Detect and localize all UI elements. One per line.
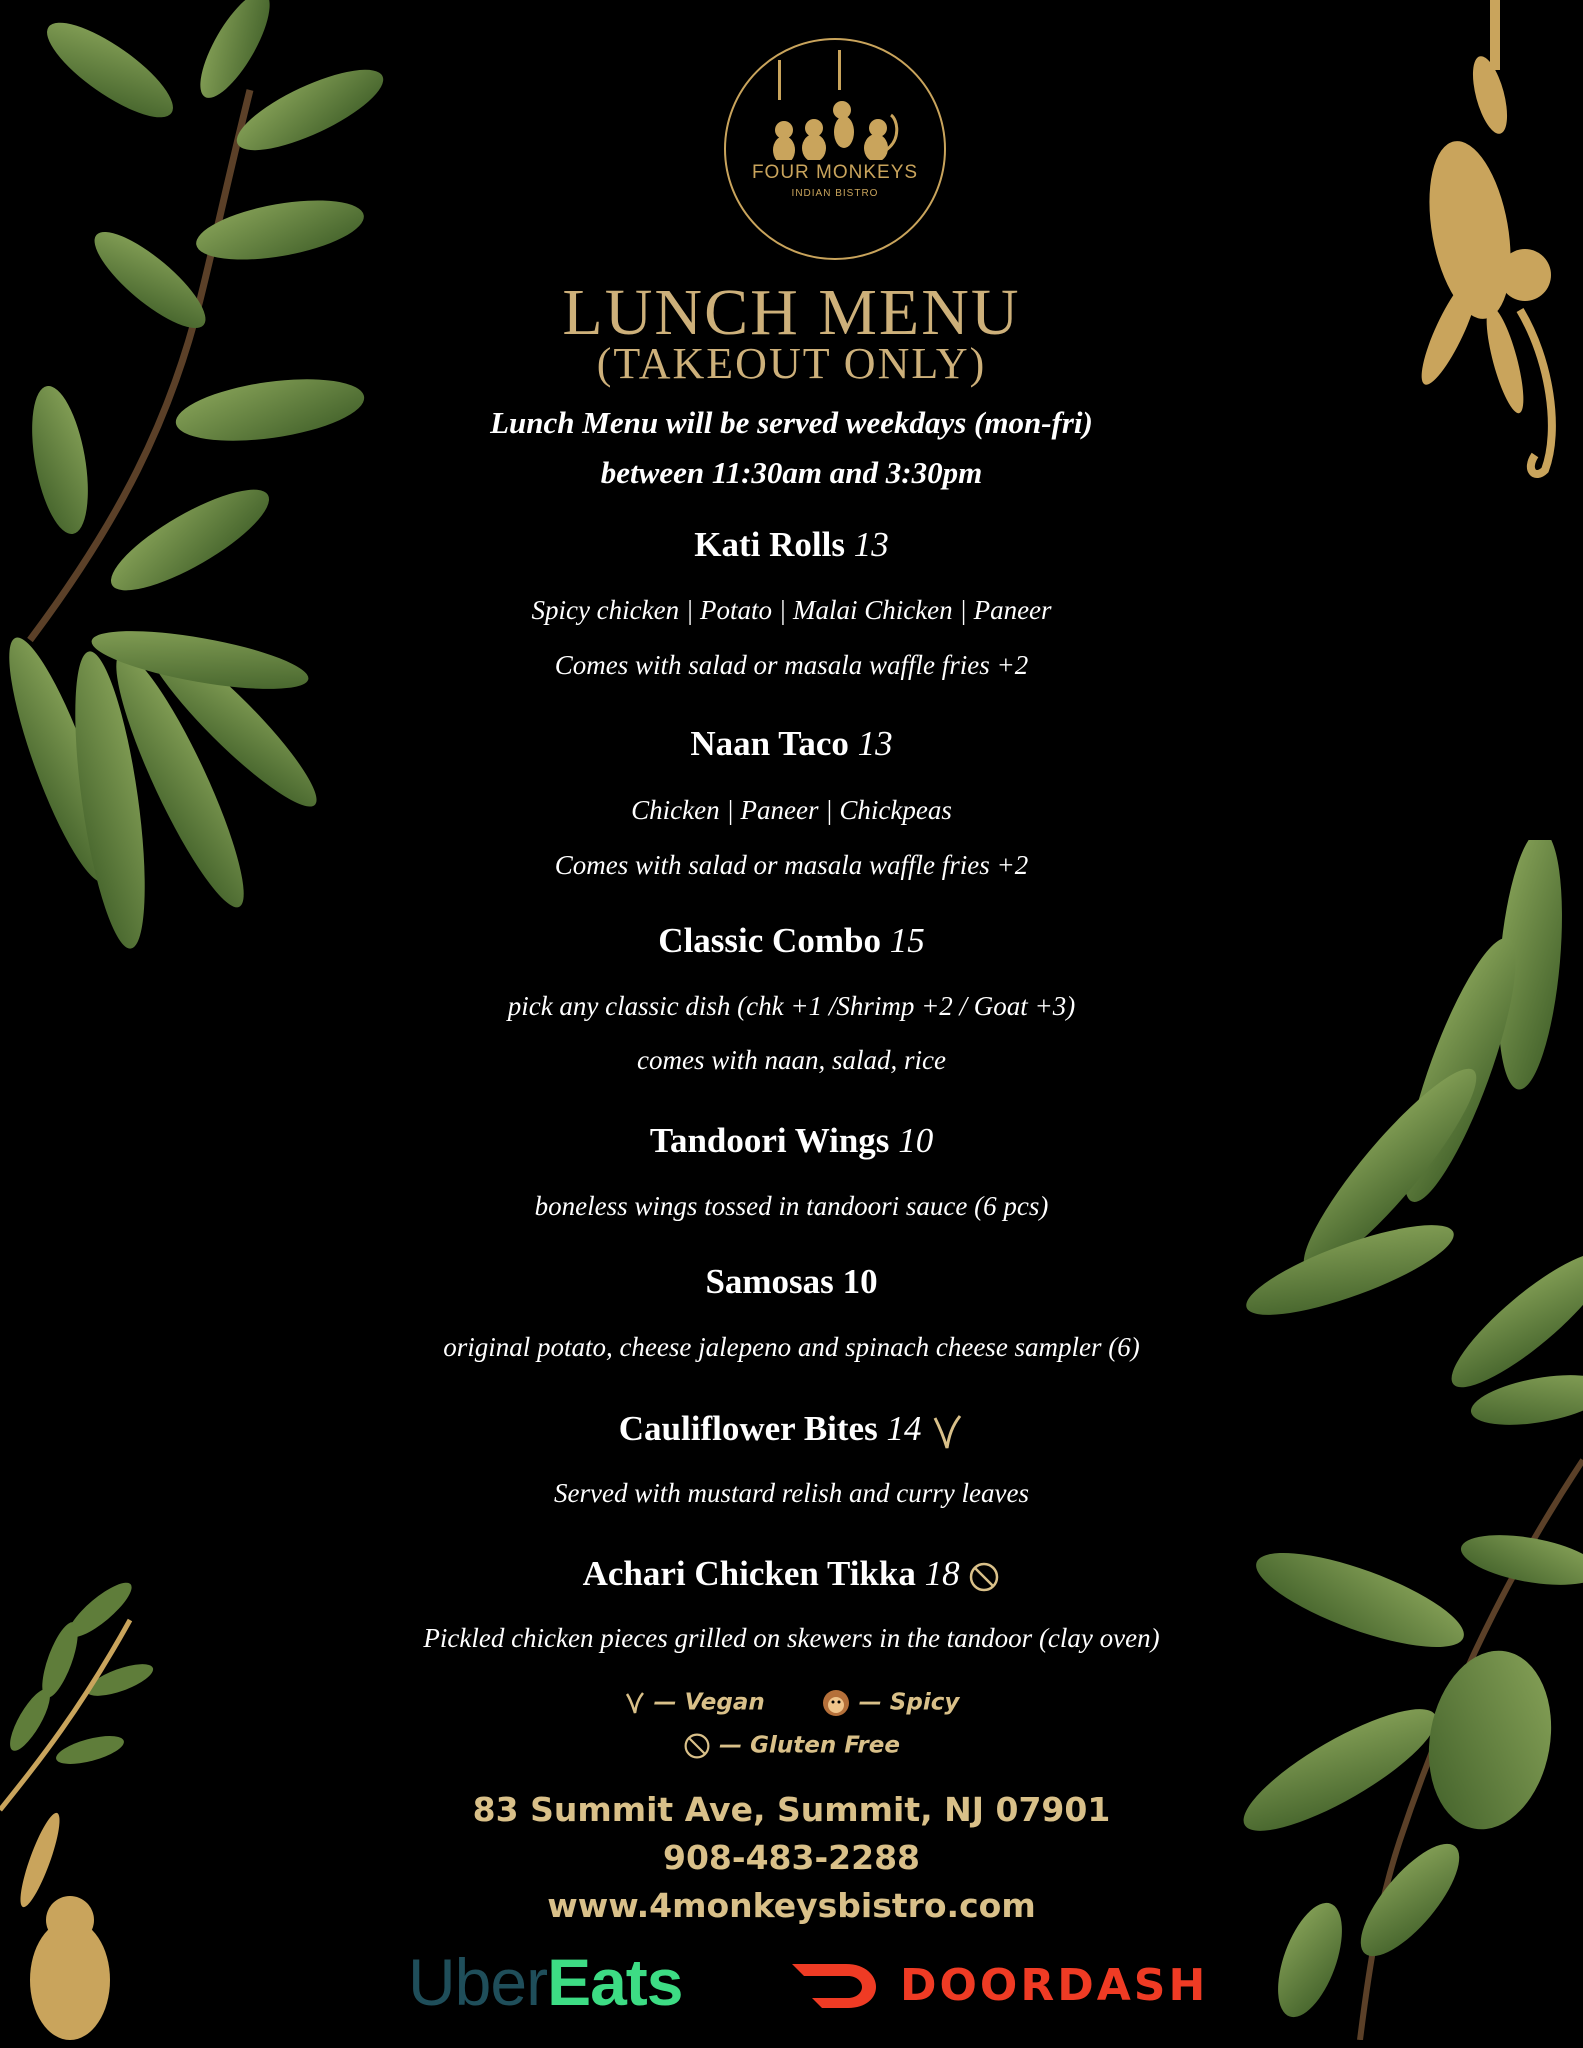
menu-item-description: Comes with salad or masala waffle fries +2 (554, 850, 1029, 880)
uber-eats-logo-eats: Eats (547, 1945, 683, 2019)
menu-item-price: 15 (889, 921, 925, 960)
menu-item-price: 13 (853, 525, 889, 564)
menu-item-description: boneless wings tossed in tandoori sauce (6 pcs) (534, 1191, 1049, 1221)
legend-row-1 (0, 1688, 1583, 1718)
menu-item-title (0, 525, 1583, 565)
menu-item-title (0, 724, 1583, 764)
legend-vegan-label: — Vegan (653, 1689, 765, 1716)
menu-item-name: Tandoori Wings (649, 1121, 890, 1160)
menu-item-name: Samosas (705, 1262, 834, 1301)
menu-item-name: Classic Combo (658, 921, 881, 960)
menu-item-title (0, 1409, 1583, 1452)
legend-gluten-free-label: — Gluten Free (719, 1732, 900, 1759)
gluten-free-icon (968, 1561, 1000, 1593)
intro-line-2: between 11:30am and 3:30pm (600, 455, 983, 490)
menu-item-price: 18 (924, 1554, 960, 1593)
vegan-icon (624, 1690, 646, 1716)
menu-item-description: Served with mustard relish and curry leaves (554, 1478, 1029, 1508)
logo-name: FOUR MONKEYS (751, 162, 919, 183)
website-link[interactable]: www.4monkeysbistro.com (547, 1886, 1036, 1925)
menu-item-title (0, 1121, 1583, 1161)
menu-item-description: original potato, cheese jalepeno and spinach cheese sampler (6) (443, 1332, 1140, 1362)
logo-subtitle: INDIAN BISTRO (791, 188, 879, 199)
menu-item-description: Comes with salad or masala waffle fries +2 (554, 650, 1029, 680)
menu-item-name: Kati Rolls (694, 525, 845, 564)
menu-item-title (0, 1262, 1583, 1302)
four-monkeys-logo-icon (726, 40, 944, 160)
vegan-icon (930, 1412, 964, 1452)
intro-line-1: Lunch Menu will be served weekdays (mon-fri) (490, 405, 1093, 440)
menu-item-price: 13 (857, 724, 893, 763)
menu-item-description: Spicy chicken | Potato | Malai Chicken | Paneer (531, 595, 1052, 625)
page-subtitle: (TAKEOUT ONLY) (596, 339, 987, 388)
uber-eats-logo-uber: Uber (408, 1945, 548, 2019)
menu-item-title (0, 1554, 1583, 1594)
legend-row-2 (0, 1732, 1583, 1760)
page-title: LUNCH MENU (562, 276, 1021, 349)
address: 83 Summit Ave, Summit, NJ 07901 (472, 1790, 1111, 1829)
menu-item-description: Pickled chicken pieces grilled on skewers in the tandoor (clay oven) (423, 1623, 1160, 1653)
doordash-wordmark: DOORDASH (900, 1960, 1209, 2011)
menu-item-name: Naan Taco (690, 724, 849, 763)
uber-eats-logo[interactable] (408, 1942, 682, 2022)
menu-item-name: Cauliflower Bites (618, 1409, 878, 1448)
legend-spicy-label: — Spicy (858, 1689, 960, 1716)
menu-item-name: Achari Chicken Tikka (582, 1554, 916, 1593)
doordash-icon (790, 1960, 880, 2010)
menu-item-price: 10 (898, 1121, 934, 1160)
menu-item-price: 14 (886, 1409, 922, 1448)
menu-item-description: comes with naan, salad, rice (637, 1045, 946, 1075)
phone-number[interactable]: 908-483-2288 (662, 1838, 920, 1877)
menu-item-description: Chicken | Paneer | Chickpeas (631, 795, 952, 825)
spicy-monkey-icon (821, 1688, 851, 1718)
menu-item-description: pick any classic dish (chk +1 /Shrimp +2 / Goat +3) (507, 991, 1076, 1021)
menu-item-price: 10 (842, 1262, 878, 1301)
menu-item-title (0, 921, 1583, 961)
gluten-free-icon (683, 1732, 711, 1760)
logo (724, 38, 946, 260)
